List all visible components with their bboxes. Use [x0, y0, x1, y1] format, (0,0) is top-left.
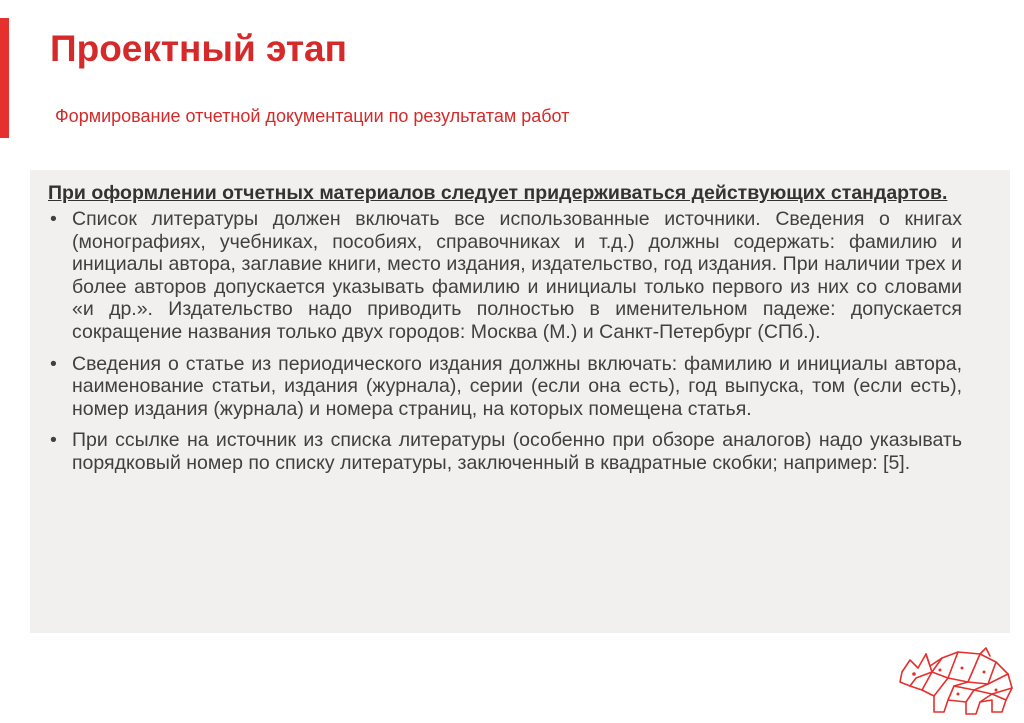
list-item-text: При ссылке на источник из списка литературы (особенно при обзоре аналогов) надо указывать порядковый номер по списку литературы, заключенный в квадратные скобки; например: [5].: [72, 429, 962, 474]
rhino-logo-icon: [896, 638, 1018, 718]
bullet-icon: •: [50, 208, 57, 230]
bullet-icon: •: [50, 429, 57, 452]
list-item: [48, 353, 962, 421]
intro-text: При оформлении отчетных материалов следует придерживаться действующих стандартов.: [48, 182, 948, 204]
page-title: Проектный этап: [50, 28, 347, 69]
bullet-list: [48, 208, 962, 475]
page-subtitle: Формирование отчетной документации по результатам работ: [55, 106, 570, 126]
list-item: [48, 429, 962, 474]
list-item-text: Сведения о статье из периодического издания должны включать: фамилию и инициалы автора, наименование статьи, издания (журнала), серии (если она есть), год выпуска, том (если есть), номер издания (журнала) и номера страниц, на которых помещена статья.: [72, 352, 962, 420]
list-item-text: Список литературы должен включать все использованные источники. Сведения о книгах (монографиях, учебниках, пособиях, справочниках и т.д.) должны содержать: фамилию и инициалы автора, заглавие книги, место издания, издательство, год издания. При наличии трех и более авторов допускается указывать фамилию и инициалы только первого из них со словами «и др.». Издательство надо приводить полностью в именительном падеже: допускается сокращение названия только двух городов: Москва (М.) и Санкт-Петербург (СПб.).: [72, 208, 962, 343]
list-item: [48, 208, 962, 344]
content-panel: [30, 170, 1010, 633]
accent-bar: [0, 18, 9, 138]
bullet-icon: •: [50, 352, 57, 375]
